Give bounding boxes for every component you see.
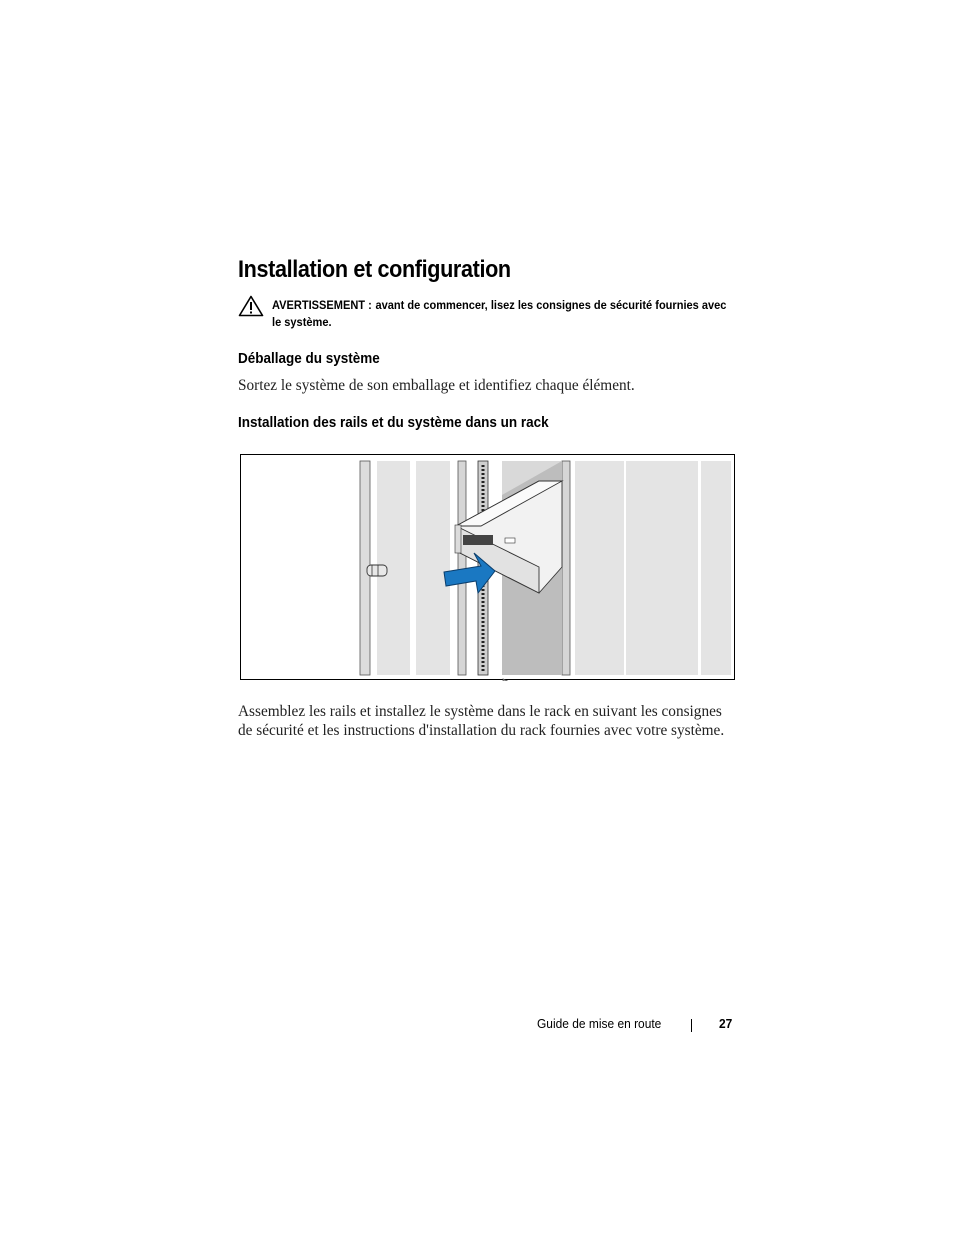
warning-triangle-icon <box>238 295 264 317</box>
front-bezel-strip <box>463 535 493 545</box>
rail-latch <box>367 565 387 576</box>
rack-illustration-svg <box>241 455 736 681</box>
rack-panel <box>575 461 624 675</box>
rack-panel <box>626 461 698 675</box>
rack-panel <box>416 461 450 675</box>
warning-note <box>272 297 732 331</box>
page-title: Installation et configuration <box>238 256 511 283</box>
footer-separator <box>691 1019 692 1032</box>
server-label <box>505 538 515 543</box>
section-body-rack-install: Assemblez les rails et installez le système dans le rack en suivant les consignes de sécurité et les instructions d'installation du rack fournies avec votre système. <box>238 703 725 739</box>
rack-panel <box>701 461 731 675</box>
footer-guide-title: Guide de mise en route <box>537 1016 662 1031</box>
rack-installation-illustration <box>240 454 735 680</box>
section-body-unpacking: Sortez le système de son emballage et identifiez chaque élément. <box>238 377 635 394</box>
rack-post <box>458 461 466 675</box>
page-number: 27 <box>719 1016 733 1031</box>
warning-text: avant de commencer, lisez les consignes de sécurité fournies avec le système. <box>272 298 727 329</box>
section-title-rack-install: Installation des rails et du système dans un rack <box>238 414 549 431</box>
rack-post <box>562 461 570 675</box>
warning-label: AVERTISSEMENT : <box>272 298 372 312</box>
rack-ear <box>455 525 461 553</box>
section-title-unpacking: Déballage du système <box>238 350 380 367</box>
drive-bays <box>503 679 535 681</box>
